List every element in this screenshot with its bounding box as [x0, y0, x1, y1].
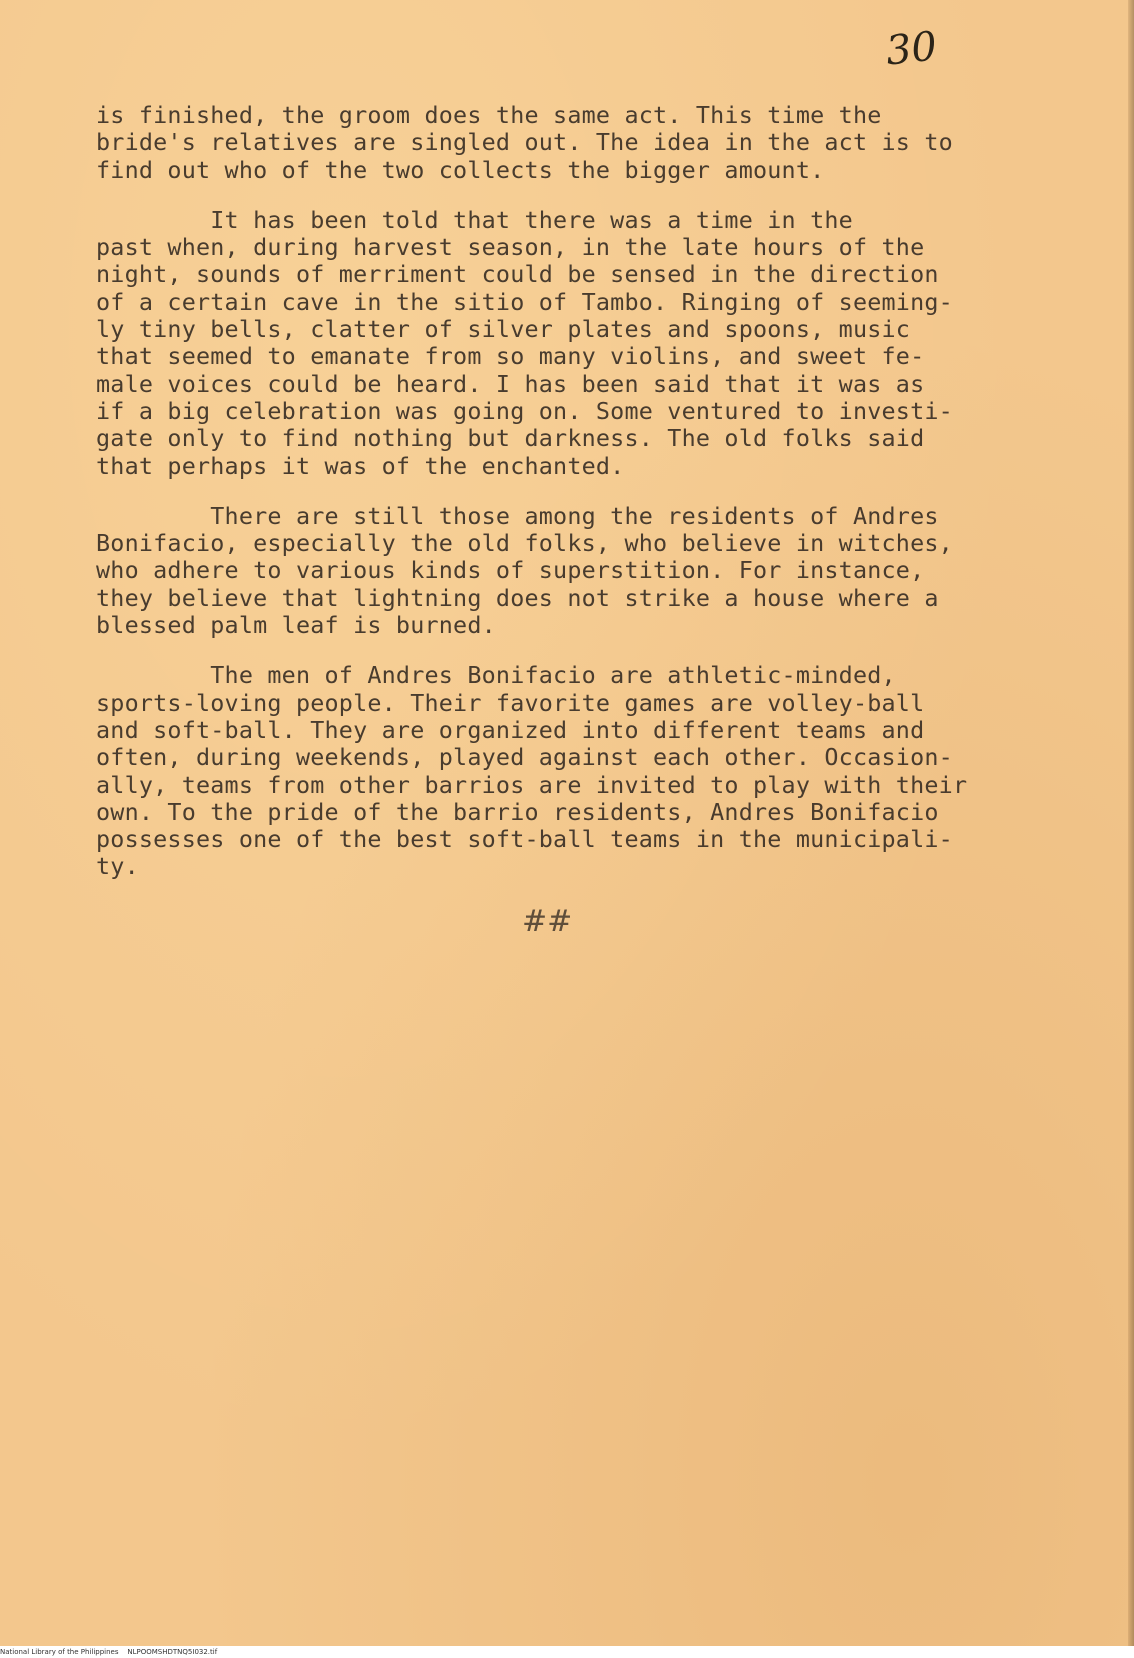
text-line: It has been told that there was a time in the	[96, 205, 853, 234]
text-line: they believe that lightning does not strike a house where a	[96, 583, 939, 612]
typewritten-body	[96, 102, 1076, 881]
text-line: often, during weekends, played against each other. Occasion-	[96, 743, 953, 772]
paragraph	[96, 102, 1076, 184]
paragraph-gap	[96, 639, 1076, 662]
paragraph	[96, 207, 1076, 480]
text-line: sports-loving people. Their favorite games are volley-ball	[96, 688, 925, 717]
paragraph-gap	[96, 480, 1076, 503]
page-number: 30	[883, 23, 940, 75]
text-line: find out who of the two collects the bigger amount.	[96, 155, 825, 184]
paragraph	[96, 503, 1076, 639]
text-line: blessed palm leaf is burned.	[96, 611, 496, 640]
text-line: The men of Andres Bonifacio are athletic-minded,	[96, 661, 896, 690]
text-line: gate only to find nothing but darkness. The old folks said	[96, 424, 925, 453]
text-line: if a big celebration was going on. Some ventured to investi-	[96, 396, 953, 425]
text-line: who adhere to various kinds of superstition. For instance,	[96, 556, 925, 585]
end-divider-mark: ##	[522, 904, 573, 939]
text-line: is finished, the groom does the same act. This time the	[96, 101, 882, 129]
paragraph	[96, 662, 1076, 880]
text-line: and soft-ball. They are organized into different teams and	[96, 715, 925, 744]
text-line: possesses one of the best soft-ball teams in the municipali-	[96, 825, 953, 854]
text-line: ally, teams from other barrios are invited to play with their	[96, 770, 968, 799]
text-line: Bonifacio, especially the old folks, who believe in witches,	[96, 529, 953, 558]
text-line: that perhaps it was of the enchanted.	[96, 451, 625, 480]
text-line: night, sounds of merriment could be sensed in the direction	[96, 260, 939, 289]
text-line: ly tiny bells, clatter of silver plates and spoons, music	[96, 315, 911, 344]
text-line: There are still those among the residents of Andres	[96, 501, 939, 530]
text-line: of a certain cave in the sitio of Tambo. Ringing of seeming-	[96, 287, 953, 316]
scan-footer: National Library of the Philippines NLPOOMSHDTNQ5I032.tif	[0, 1646, 1134, 1658]
page-edge-shadow	[1128, 0, 1134, 1646]
text-line: male voices could be heard. I has been said that it was as	[96, 369, 925, 398]
text-line: ty.	[96, 852, 139, 881]
paragraph-gap	[96, 184, 1076, 207]
text-line: bride's relatives are singled out. The idea in the act is to	[96, 128, 953, 157]
text-line: that seemed to emanate from so many violins, and sweet fe-	[96, 342, 925, 371]
text-line: own. To the pride of the barrio residents, Andres Bonifacio	[96, 797, 939, 826]
text-line: past when, during harvest season, in the late hours of the	[96, 233, 925, 262]
